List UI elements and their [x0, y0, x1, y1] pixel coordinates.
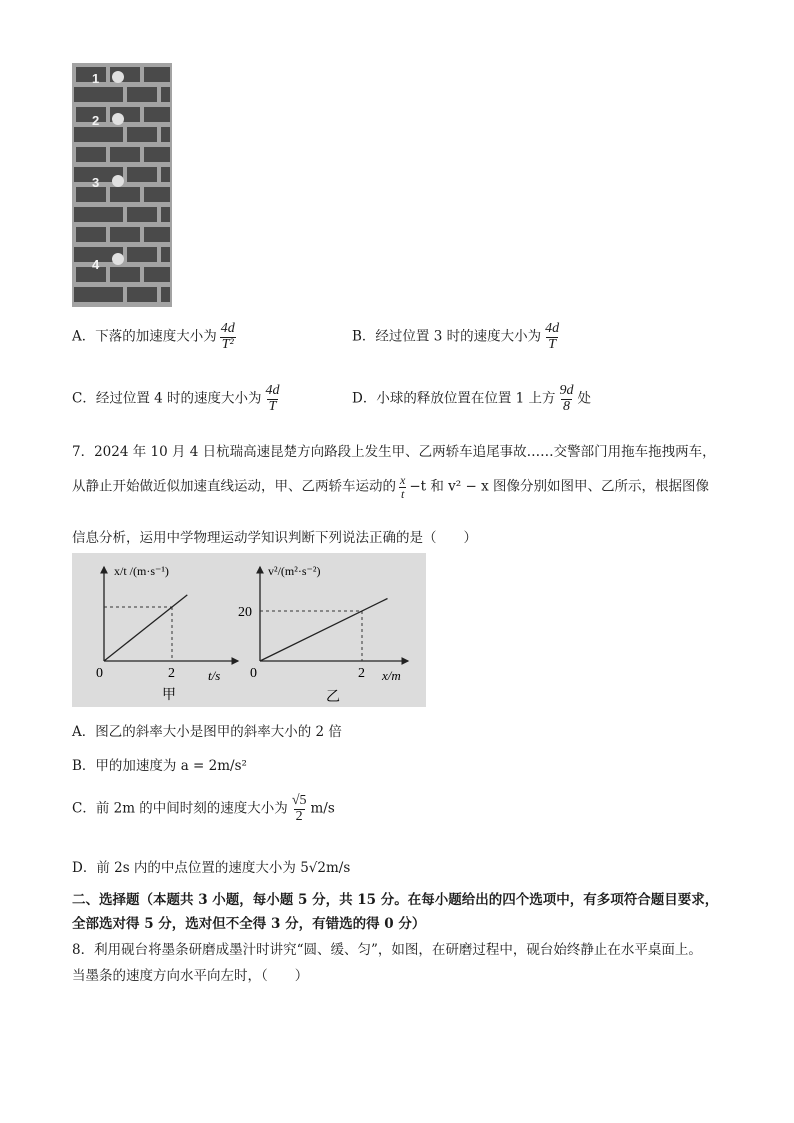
q7-line-2-pre: 从静止开始做近似加速直线运动，甲、乙两轿车运动的 [72, 478, 396, 495]
q6-option-a [72, 322, 239, 352]
brick [93, 207, 123, 222]
position-label-1: 1 [92, 71, 100, 86]
q7-option-c-unit: m/s [310, 800, 335, 817]
q8-line-2: 当墨条的速度方向水平向左时，（ ） [72, 968, 309, 984]
brick [127, 207, 157, 222]
q7-option-c [72, 794, 335, 824]
q6-option-c-fraction [264, 384, 282, 414]
brick [144, 187, 170, 202]
graph-jia-y-label: x/t /(m·s⁻¹) [114, 564, 169, 578]
ball-2 [112, 113, 124, 125]
section-2-title: 二、选择题 [72, 892, 140, 908]
position-label-4: 4 [92, 257, 100, 272]
fraction-numerator: 4d [545, 321, 560, 336]
brick [144, 67, 170, 82]
q6-option-c-text: C．经过位置 4 时的速度大小为 [72, 390, 262, 407]
ball-1 [112, 71, 124, 83]
position-label-2: 2 [92, 113, 100, 128]
q6-option-d-text: D．小球的释放位置在位置 1 上方 [352, 390, 556, 407]
position-label-3: 3 [92, 175, 100, 190]
brick [161, 207, 170, 222]
brick [144, 227, 170, 242]
brick [76, 267, 106, 282]
q6-option-b [352, 322, 563, 352]
brick [76, 107, 106, 122]
section-2-desc-2: 全部选对得 5 分，选对但不全得 3 分，有错选的得 0 分） [72, 916, 426, 932]
q6-option-a-fraction [219, 322, 237, 352]
q6-option-d [352, 384, 591, 414]
brick [110, 187, 140, 202]
fraction-denominator: 8 [563, 398, 570, 414]
q7-option-b: B．甲的加速度为 a = 2m/s² [72, 758, 247, 774]
fraction-numerator: 9d [559, 383, 574, 398]
brick [93, 87, 123, 102]
section-2-header [72, 888, 718, 908]
graph-jia-series-line [104, 595, 187, 661]
graph-jia-x-label: t/s [208, 668, 221, 683]
q6-option-b-text: B．经过位置 3 时的速度大小为 [352, 328, 542, 345]
q7-x-over-t-fraction [398, 474, 407, 500]
graph-yi-x-tick-2: 2 [358, 666, 365, 681]
q6-option-b-fraction [543, 322, 561, 352]
q8-line-1: 8．利用砚台将墨条研磨成墨汁时讲究“圆、缓、匀”，如图，在研磨过程中，砚台始终静止在水平桌面上。 [72, 942, 702, 958]
fraction-numerator: 4d [265, 383, 280, 398]
q7-option-c-fraction [290, 794, 309, 824]
q7-option-c-text: C．前 2m 的中间时刻的速度大小为 [72, 800, 288, 817]
ball-4 [112, 253, 124, 265]
graph-jia-x-tick-2: 2 [168, 666, 175, 681]
fraction-denominator: t [400, 486, 405, 501]
brick [161, 167, 170, 182]
graph-yi-series-line [260, 599, 388, 662]
q7-line-1: 7．2024 年 10 月 4 日杭瑞高速昆楚方向路段上发生甲、乙两轿车追尾事故……交警部门用拖车拖拽两车， [72, 444, 716, 460]
brick-wall-photo [72, 63, 172, 307]
q7-line-2 [72, 474, 709, 500]
brick [76, 67, 106, 82]
brick [144, 267, 170, 282]
graph-jia-origin-label: 0 [96, 666, 103, 681]
graph-yi-caption: 乙 [326, 689, 340, 705]
graph-yi-origin-label: 0 [250, 666, 257, 681]
brick [144, 107, 170, 122]
section-2-desc-1: （本题共 3 小题，每小题 5 分，共 15 分。在每小题给出的四个选项中，有多项符合题目要求， [139, 892, 719, 908]
q7-graphs-figure [72, 553, 426, 707]
graph-yi-y-tick-20: 20 [238, 605, 252, 620]
fraction-denominator: T [548, 336, 556, 352]
brick [161, 87, 170, 102]
brick [127, 87, 157, 102]
fraction-numerator: x [400, 473, 406, 487]
brick [161, 127, 170, 142]
brick [161, 247, 170, 262]
fraction-denominator: T [268, 398, 277, 414]
q7-line-2-mid: −t 和 v² − x 图像分别如图甲、乙所示，根据图像 [409, 478, 709, 495]
brick [76, 187, 106, 202]
fraction-numerator: √5 [291, 793, 307, 808]
brick [76, 227, 106, 242]
fraction-denominator: T² [221, 336, 234, 352]
brick-wall-svg [72, 63, 172, 307]
brick [127, 247, 157, 262]
brick [127, 167, 157, 182]
q6-option-a-text: A．下落的加速度大小为 [72, 328, 217, 345]
brick [110, 267, 140, 282]
ball-3 [112, 175, 124, 187]
fraction-denominator: 2 [295, 808, 303, 824]
brick [110, 227, 140, 242]
brick [76, 147, 106, 162]
q7-line-3: 信息分析，运用中学物理运动学知识判断下列说法正确的是（ ） [72, 530, 477, 546]
brick [110, 147, 140, 162]
fraction-numerator: 4d [220, 321, 235, 336]
brick [144, 147, 170, 162]
q7-graphs-svg [72, 553, 426, 707]
q7-option-a: A．图乙的斜率大小是图甲的斜率大小的 2 倍 [72, 724, 342, 740]
q6-option-d-fraction [558, 384, 576, 414]
graph-yi-x-label: x/m [382, 668, 401, 683]
brick [127, 127, 157, 142]
q7-option-d: D．前 2s 内的中点位置的速度大小为 5√2m/s [72, 860, 351, 876]
brick [127, 287, 157, 302]
brick [161, 287, 170, 302]
graph-jia-caption: 甲 [162, 687, 176, 703]
q6-option-d-suffix: 处 [577, 390, 591, 407]
brick [93, 287, 123, 302]
brick [93, 127, 123, 142]
graph-yi-y-label: v²/(m²·s⁻²) [268, 564, 321, 578]
q6-option-c [72, 384, 284, 414]
